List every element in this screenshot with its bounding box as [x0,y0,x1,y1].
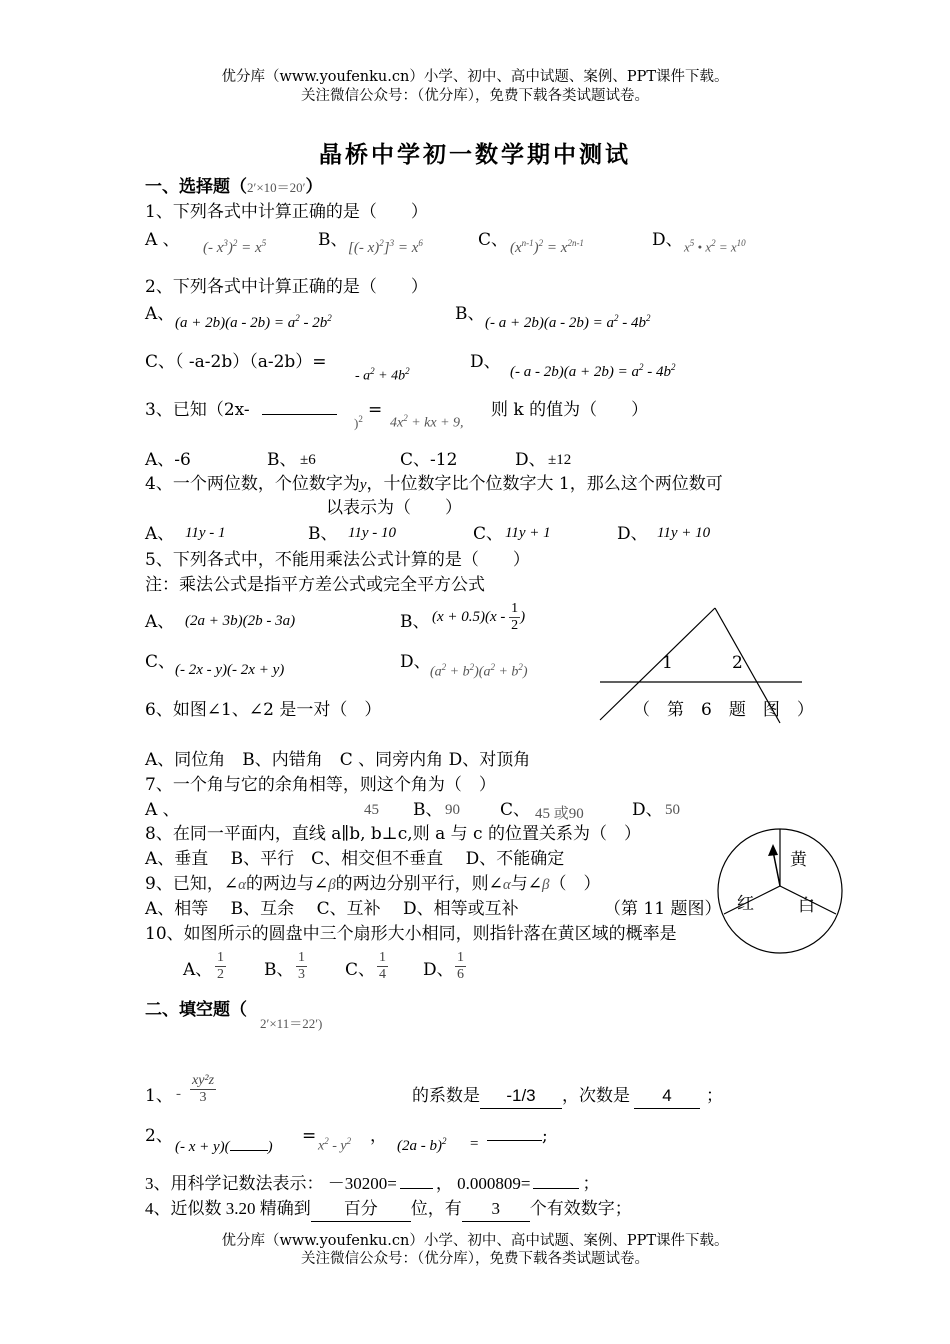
q7-option-c-label: C、 [500,800,531,820]
q9-beta: β [328,877,336,893]
page-title: 晶桥中学初一数学期中测试 [319,141,631,168]
q7-option-b-value: 90 [445,802,460,818]
section1-heading [145,175,323,200]
q11-figure-caption: （第 11 题图） [604,899,722,919]
section1-heading-close: ） [305,177,323,197]
page-footer-line2: 关注微信公众号：（优分库），免费下载各类试题试卷。 [301,1251,649,1267]
q4-option-a-expr: 11y - 1 [185,525,226,541]
q9-stem-a: 9、已知，∠ [145,874,239,894]
f1-answer-coefficient: -1/3 [480,1084,562,1109]
q3-option-a: A、-6 [145,450,191,470]
q10-option-c-fraction [377,950,388,983]
section1-score: 2′×10＝20′ [247,180,306,195]
f1-text-b: ，次数是 [562,1086,630,1106]
q2-option-c-label: C、（ -a-2b）（a-2b）= [145,352,327,372]
q3-blank [262,398,337,415]
f3-blank-2 [533,1172,579,1189]
q7-option-d-value: 50 [665,802,680,818]
q10-a-num: 1 [217,950,224,965]
f4-line [145,1197,632,1222]
q7-option-a-label: A 、 [145,800,180,820]
q3-option-c: C、-12 [400,450,458,470]
q10-spinner-figure [715,826,845,956]
spinner-label-red: 红 [737,894,754,914]
q10-option-d-label: D、 [423,960,454,980]
q2-option-b-expr: (- $a + 2b)(a - 2b) = a^2 - 4b^2$ [485,313,651,331]
q9-stem-e: （ ） [549,874,601,894]
f2-eq: = [302,1126,317,1146]
q4-option-b-expr: 11y - 10 [348,525,397,541]
spinner-label-yellow: 黄 [790,850,807,870]
q2-option-a-label: A、 [145,304,175,324]
q5-option-c-label: C、 [145,652,176,672]
q1-option-b-label: B、 [318,230,348,250]
q10-option-b-fraction [296,950,307,983]
q6-angle-1-label: 1 [662,653,673,673]
q5-option-c-expr: (- 2x - y)(- 2x + y) [175,662,285,678]
q7-option-b-label: B、 [413,800,443,820]
f2-semicolon: ; [542,1126,548,1146]
q10-d-num: 1 [457,950,464,965]
q10-d-den: 6 [457,967,464,982]
q10-b-den: 3 [298,967,305,982]
q4-stem-a: 4、一个两位数，个位数字为 [145,474,360,494]
q5-option-b-expr-text: (x + 0.5)(x - [432,608,510,625]
f3-text-b: ， 0.000809= [435,1174,531,1193]
q4-option-d-label: D、 [617,524,648,544]
q2-option-d-label: D、 [470,352,501,372]
q3-stem-c: 则 k 的值为（ ） [491,400,649,420]
f1-text-c: ； [706,1086,723,1106]
f2-expr-lhs [175,1136,273,1156]
q1-option-c-expr: $(x^{n-1})^2 = x^{2n-1}$ [510,238,584,256]
spinner-pointer-head [768,844,778,856]
q6-angle-2-label: 2 [732,653,743,673]
f1-fraction [190,1073,216,1106]
q5-option-b-fraction: $\frac{1}{2}$ [511,601,519,633]
q2-option-d-expr: (- $a - 2b)(a + 2b) = a^2 - 4b^2$ [510,362,676,380]
q10-c-den: 4 [379,967,386,982]
q10-c-num: 1 [379,950,386,965]
q3-option-d-value: ±12 [548,452,572,468]
f4-text-b: 位，有 [410,1199,462,1218]
q10-stem: 10、如图所示的圆盘中三个扇形大小相同，则指针落在黄区域的概率是 [145,924,677,944]
q6-figure-caption: （ 第 6 题 图 ） [633,700,814,720]
f2-blank-2-wrap [487,1124,548,1148]
q9-alpha-2: α [502,877,511,893]
q7-option-a-value: 45 [364,802,379,818]
f3-text-c: ； [582,1174,600,1193]
q3-stem [145,398,337,422]
f3-blank-1 [400,1172,433,1189]
q4-option-b-label: B、 [308,524,338,544]
q4-stem-b: ，十位数字比个位数字大 1，那么这个两位数可 [366,474,723,494]
section2-score: 2′×11＝22′) [260,1016,323,1031]
f2-blank-1 [230,1136,268,1151]
q4-stem [145,472,723,497]
q10-option-d-fraction [455,950,466,983]
q3-paren-close: )$^2$ [354,414,363,431]
f2-expr-b: ) [267,1139,273,1155]
f4-answer-precision: 百分 [311,1197,411,1222]
q1-option-d-expr: $x^5$ • $x^2 = x^{10}$ [684,238,746,255]
q3-option-b-value: ±6 [300,452,316,468]
q2-stem: 2、下列各式中计算正确的是（ ） [145,277,428,297]
f2-blank-2 [487,1124,542,1141]
q5-note: 注：乘法公式是指平方差公式或完全平方公式 [145,575,485,595]
page-footer-line1: 优分库（www.youfenku.cn）小学、初中、高中试题、案例、PPT课件下载。 [221,1233,729,1249]
q3-expr: $4x^2$ + kx + 9, [390,413,464,431]
q6-stem: 6、如图∠1、∠2 是一对（ ） [145,700,382,720]
q3-stem-a: 3、已知（2x- [145,400,250,420]
q8-stem: 8、在同一平面内，直线 a∥b, b⊥c,则 a 与 c 的位置关系为（ ） [145,824,641,844]
q3-option-b-label: B、 [267,450,297,470]
q1-option-a-expr: (- $x^3)^2 = x^5$ [203,238,267,256]
q10-b-num: 1 [298,950,305,965]
spinner-label-white: 白 [798,896,815,916]
f2-expr2: (2a - b)$^2$ [397,1136,447,1154]
q4-option-c-label: C、 [473,524,504,544]
f4-text-c: 个有效数字； [529,1199,632,1218]
q1-stem: 1、下列各式中计算正确的是（ ） [145,202,428,222]
q8-options: A、垂直 B、平行 C、相交但不垂直 D、不能确定 [145,849,565,869]
f1-answer-degree: 4 [634,1084,700,1109]
f4-text-a: 4、近似数 3.20 精确到 [145,1199,311,1218]
f1-minus: - [176,1086,181,1102]
q10-option-c-label: C、 [345,960,376,980]
page-header-line2: 关注微信公众号：（优分库），免费下载各类试题试卷。 [301,88,649,104]
q1-option-b-expr: [(- $x)^2]^3 = x^6$ [348,238,423,256]
section1-heading-text: 一、选择题（ [145,177,247,197]
f1-fraction-num: xy²z [192,1073,215,1088]
page-header-line1: 优分库（www.youfenku.cn）小学、初中、高中试题、案例、PPT课件下载。 [221,69,729,85]
f2-label: 2、 [145,1126,173,1146]
f3-line [145,1172,599,1196]
q7-option-d-label: D、 [632,800,663,820]
f1-line [412,1084,723,1109]
q9-alpha: α [238,877,246,893]
q1-option-c-label: C、 [478,230,509,250]
q4-option-d-expr: 11y + 10 [657,525,711,541]
q5-option-b-expr: (x + 0.5)(x - $\frac{1}{2}$ ) [432,601,526,633]
q2-option-b-label: B、 [455,304,485,324]
q10-option-b-label: B、 [264,960,294,980]
f4-answer-significant-figures: 3 [462,1197,530,1222]
q9-stem-d: 与∠ [510,874,543,894]
q7-option-c-value: 45 或90 [535,806,584,822]
f2-rhs: $x^2 - y^2$ [318,1136,352,1154]
q9-stem-b: 的两边与∠ [245,874,329,894]
q4-var-y: y [359,477,367,493]
f1-label: 1、 [145,1086,173,1106]
q5-option-d-expr: $(a^2 + b^2)(a^2 + b^2)$ [430,662,528,680]
q10-a-den: 2 [217,967,224,982]
q2-option-c-expr: - $a^2 + 4b^2$ [355,366,410,384]
q4-stem-c: 以表示为（ ） [326,498,462,518]
q5-option-a-label: A、 [145,612,175,632]
section2-heading: 二、填空题（ [145,1000,247,1020]
q2-option-a-expr: $(a + 2b)(a - 2b) = a^2 - 2b^2$ [175,313,332,331]
f1-fraction-den: 3 [199,1090,207,1105]
q5-option-d-label: D、 [400,652,431,672]
q5-stem: 5、下列各式中，不能用乘法公式计算的是（ ） [145,550,530,570]
q5-option-a-expr: (2a + 3b)(2b - 3a) [185,613,296,629]
f2-expr-a: (- x + y)( [175,1139,230,1155]
q1-option-a-label: A 、 [145,230,180,250]
q9-stem [145,872,601,897]
q3-equals: = [368,400,383,420]
q10-option-a-label: A、 [183,960,213,980]
q6-options: A、同位角 B、内错角 C 、同旁内角 D、对顶角 [145,750,531,770]
f2-comma: ， [370,1126,387,1146]
q9-beta-2: β [542,877,550,893]
f2-eq2: = [470,1136,479,1152]
q10-option-a-fraction [215,950,226,983]
q5-option-b-label: B、 [400,612,430,632]
q3-option-d-label: D、 [515,450,546,470]
q9-stem-c: 的两边分别平行，则∠ [335,874,503,894]
f3-text-a: 3、用科学记数法表示： －30200= [145,1174,397,1193]
q7-stem: 7、一个角与它的余角相等，则这个角为（ ） [145,775,496,795]
q1-option-d-label: D、 [652,230,683,250]
q9-options: A、相等 B、互余 C、互补 D、相等或互补 [145,899,519,919]
q4-option-c-expr: 11y + 1 [505,525,551,541]
spinner-pointer [773,851,780,886]
q4-option-a-label: A、 [145,524,175,544]
f1-text-a: 的系数是 [412,1086,480,1106]
